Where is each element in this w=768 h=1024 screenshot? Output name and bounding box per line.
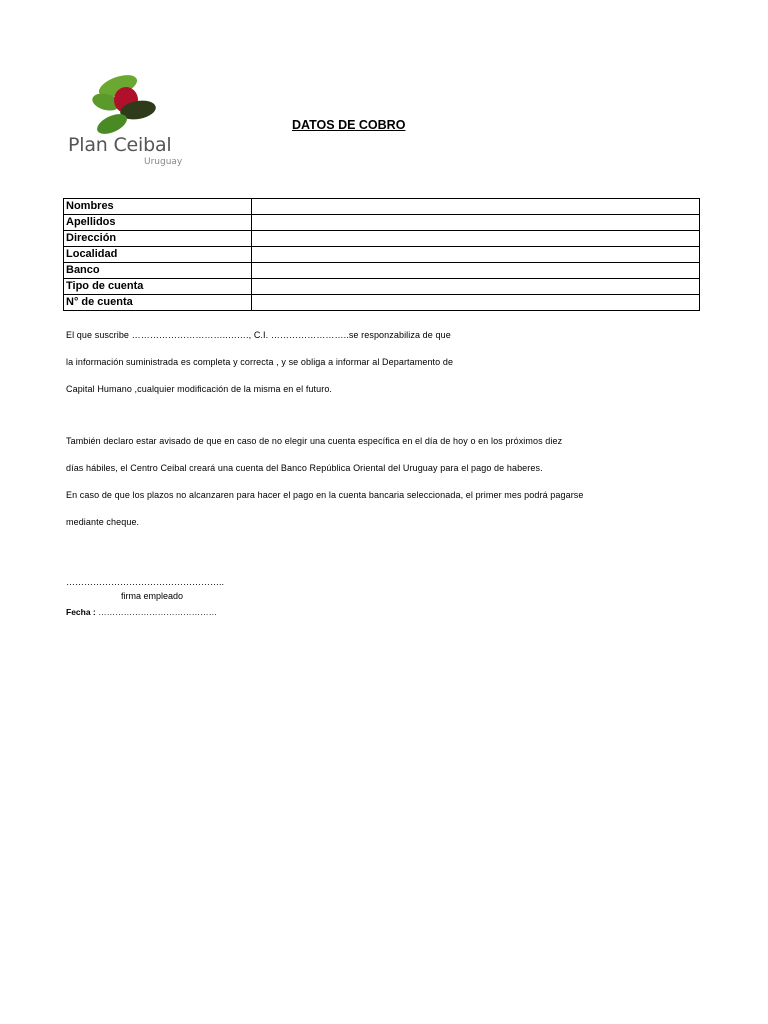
plan-ceibal-logo-icon	[86, 72, 166, 134]
form-row	[64, 199, 700, 215]
date-row	[66, 607, 217, 617]
date-label: Fecha :	[66, 607, 96, 617]
form-row	[64, 263, 700, 279]
plan-ceibal-logo	[66, 72, 183, 172]
form-label: Nombres	[64, 199, 252, 215]
form-label: Apellidos	[64, 215, 252, 231]
notice-line: días hábiles, el Centro Ceibal creará una cuenta del Banco República Oriental del Uruguay para el pago de haberes.	[66, 463, 543, 473]
date-line: ……………………………………	[98, 607, 218, 617]
form-field-nombres[interactable]	[252, 199, 700, 215]
form-row	[64, 247, 700, 263]
form-label: N° de cuenta	[64, 295, 252, 311]
notice-line: También declaro estar avisado de que en caso de no elegir una cuenta específica en el día de hoy o en los próximos diez	[66, 436, 563, 446]
notice-line: mediante cheque.	[66, 517, 140, 527]
form-label: Tipo de cuenta	[64, 279, 252, 295]
form-row	[64, 295, 700, 311]
declaration-line: Capital Humano ,cualquier modificación de la misma en el futuro.	[66, 384, 333, 394]
form-field-banco[interactable]	[252, 263, 700, 279]
form-label: Dirección	[64, 231, 252, 247]
signature-line: ……………………………………………..	[66, 577, 225, 587]
declaration-line: El que suscribe …………………………..……., C.I. ……………………..se responzabiliza de que	[66, 330, 451, 340]
signature-label: firma empleado	[121, 591, 184, 601]
form-field-localidad[interactable]	[252, 247, 700, 263]
form-label: Localidad	[64, 247, 252, 263]
form-field-tipo-de-cuenta[interactable]	[252, 279, 700, 295]
logo-subtext: Uruguay	[144, 157, 183, 167]
form-row	[64, 279, 700, 295]
form-field-apellidos[interactable]	[252, 215, 700, 231]
form-row	[64, 231, 700, 247]
logo-text: Plan Ceibal	[68, 134, 172, 156]
form-field-direccion[interactable]	[252, 231, 700, 247]
payment-data-form	[63, 198, 700, 311]
declaration-line: la información suministrada es completa y correcta , y se obliga a informar al Departamento de	[66, 357, 454, 367]
form-label: Banco	[64, 263, 252, 279]
page-title: DATOS DE COBRO	[292, 118, 406, 132]
notice-line: En caso de que los plazos no alcanzaren para hacer el pago en la cuenta bancaria seleccionada, el primer mes podrá pagarse	[66, 490, 584, 500]
form-row	[64, 215, 700, 231]
form-field-numero-de-cuenta[interactable]	[252, 295, 700, 311]
